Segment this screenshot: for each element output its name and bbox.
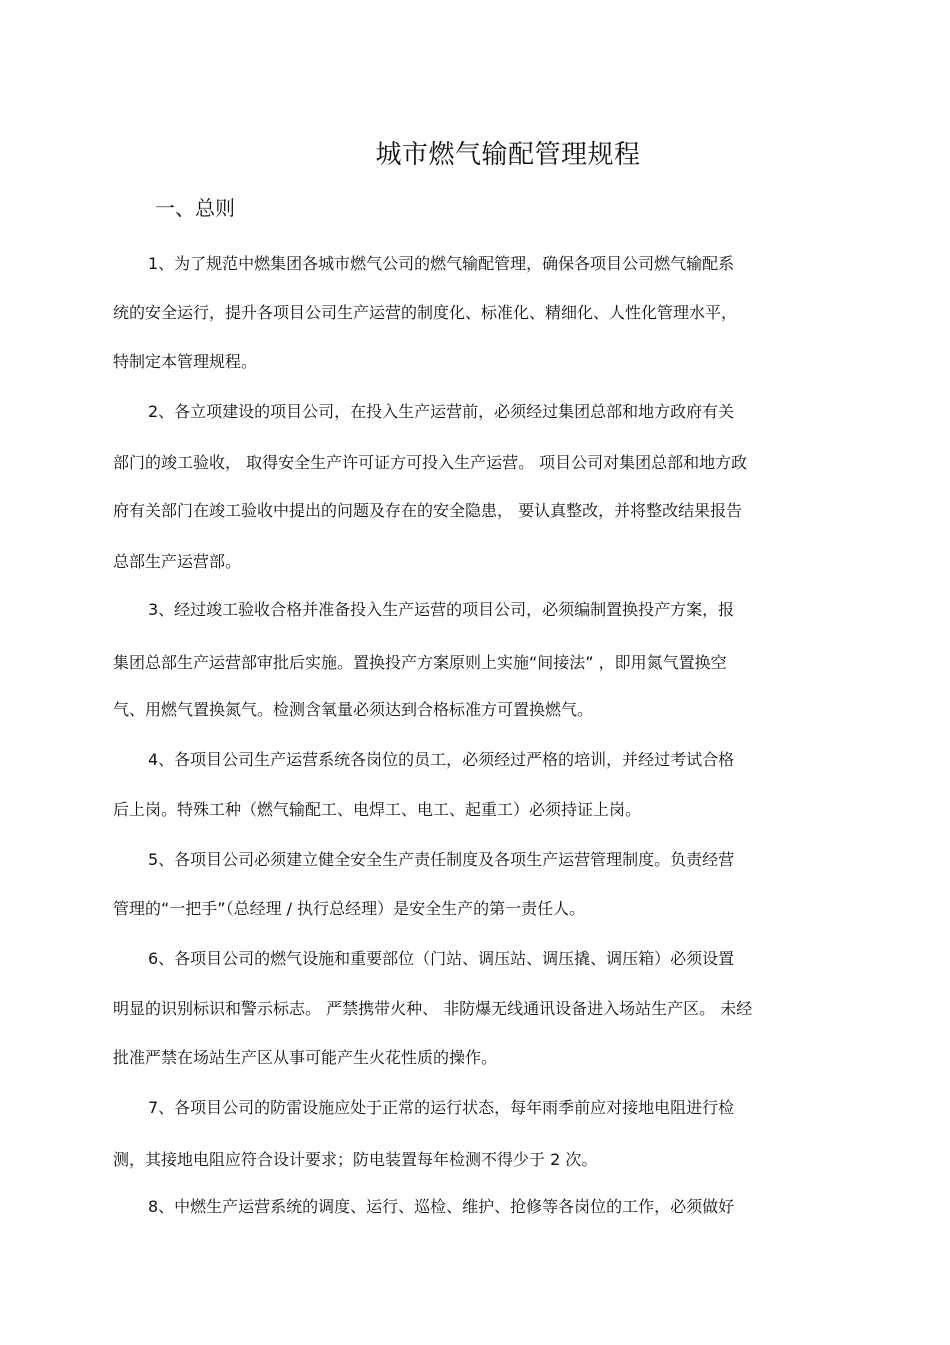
paragraph-line: 特制定本管理规程。 <box>113 352 258 371</box>
section-heading: 一、总则 <box>155 196 235 220</box>
paragraph-line: 测，其接地电阻应符合设计要求；防电装置每年检测不得少于 2 次。 <box>113 1150 598 1169</box>
paragraph-line: 8、中燃生产运营系统的调度、运行、巡检、维护、抢修等各岗位的工作，必须做好 <box>148 1197 735 1216</box>
paragraph-line: 总部生产运营部。 <box>113 552 242 571</box>
paragraph-line: 统的安全运行，提升各项目公司生产运营的制度化、标准化、精细化、人性化管理水平， <box>113 303 738 322</box>
paragraph-line: 明显的识别标识和警示标志。 严禁携带火种、 非防爆无线通讯设备进入场站生产区。 未经 <box>113 999 753 1018</box>
paragraph-line: 批准严禁在场站生产区从事可能产生火花性质的操作。 <box>113 1048 498 1067</box>
paragraph-line: 1、为了规范中燃集团各城市燃气公司的燃气输配管理，确保各项目公司燃气输配系 <box>148 254 735 273</box>
paragraph-line: 7、各项目公司的防雷设施应处于正常的运行状态，每年雨季前应对接地电阻进行检 <box>148 1098 735 1117</box>
document-title: 城市燃气输配管理规程 <box>375 140 641 170</box>
paragraph-line: 6、各项目公司的燃气设施和重要部位（门站、调压站、调压撬、调压箱）必须设置 <box>148 949 735 968</box>
paragraph-line: 府有关部门在竣工验收中提出的问题及存在的安全隐患， 要认真整改，并将整改结果报告 <box>113 501 743 520</box>
paragraph-line: 2、各立项建设的项目公司，在投入生产运营前，必须经过集团总部和地方政府有关 <box>148 402 735 421</box>
paragraph-line: 3、经过竣工验收合格并准备投入生产运营的项目公司，必须编制置换投产方案，报 <box>148 600 735 619</box>
paragraph-line: 后上岗。特殊工种（燃气输配工、电焊工、电工、起重工）必须持证上岗。 <box>113 800 642 819</box>
paragraph-line: 集团总部生产运营部审批后实施。置换投产方案原则上实施“间接法” ，即用氮气置换空 <box>113 653 727 672</box>
paragraph-line: 部门的竣工验收， 取得安全生产许可证方可投入生产运营。 项目公司对集团总部和地方政 <box>113 453 748 472</box>
paragraph-line: 管理的“一把手”（总经理 / 执行总经理）是安全生产的第一责任人。 <box>113 899 586 918</box>
paragraph-line: 4、各项目公司生产运营系统各岗位的员工，必须经过严格的培训，并经过考试合格 <box>148 750 735 769</box>
paragraph-line: 5、各项目公司必须建立健全安全生产责任制度及各项生产运营管理制度。负责经营 <box>148 850 735 869</box>
paragraph-line: 气、用燃气置换氮气。检测含氧量必须达到合格标准方可置换燃气。 <box>113 700 594 719</box>
